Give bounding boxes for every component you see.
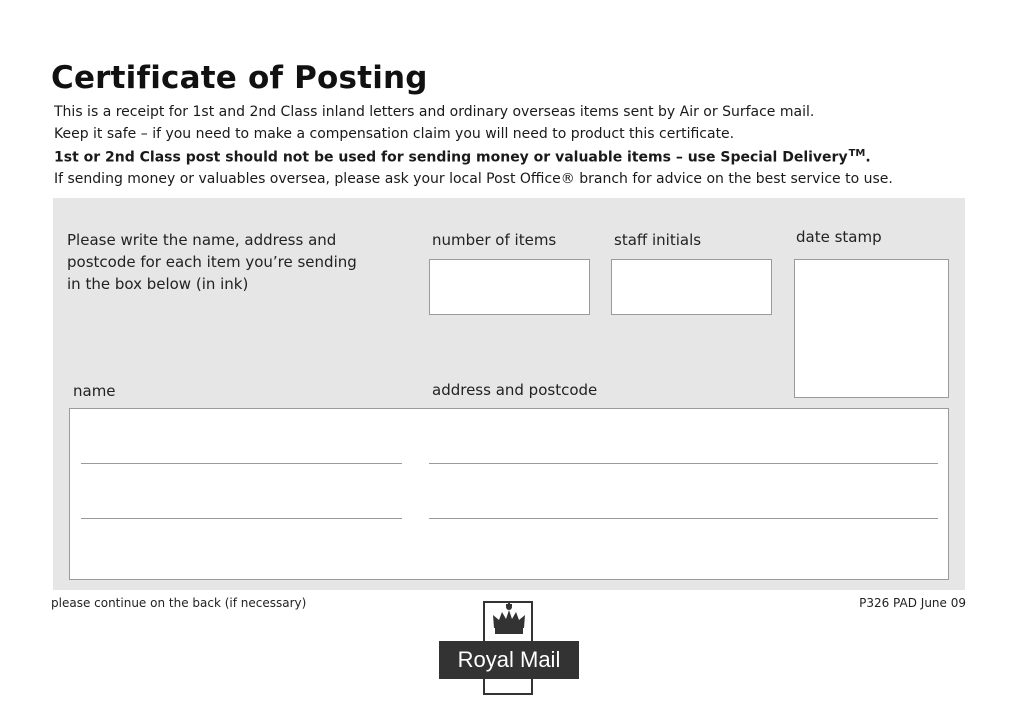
address-label: address and postcode (432, 381, 598, 399)
royal-mail-logo (438, 601, 580, 696)
recipient-entry-box[interactable] (69, 408, 949, 580)
certificate-title: Certificate of Posting (51, 60, 428, 96)
name-label: name (73, 382, 116, 400)
number-of-items-label: number of items (432, 231, 557, 249)
form-code: P326 PAD June 09 (859, 596, 966, 610)
form-instructions: Please write the name, address and postcode for each item you’re sending in the box below (in ink) (67, 231, 357, 293)
address-line-1[interactable] (429, 463, 938, 464)
warning-text: 1st or 2nd Class post should not be used for sending money or valuable items – use Special Delivery (54, 149, 848, 166)
continue-note: please continue on the back (if necessary) (51, 596, 307, 610)
trademark-mark: TM (848, 148, 866, 159)
staff-initials-label: staff initials (614, 231, 702, 249)
warning-end: . (865, 149, 871, 166)
date-stamp-field[interactable] (794, 259, 949, 398)
intro-line-1: This is a receipt for 1st and 2nd Class inland letters and ordinary overseas items sent by Air or Surface mail. (54, 104, 815, 120)
staff-initials-field[interactable] (611, 259, 772, 315)
number-of-items-field[interactable] (429, 259, 590, 315)
warning-line (54, 148, 871, 166)
logo-text: Royal Mail (457, 647, 561, 672)
intro-line-2: Keep it safe – if you need to make a compensation claim you will need to product this certificate. (54, 126, 735, 142)
name-line-2[interactable] (81, 518, 402, 519)
date-stamp-label: date stamp (796, 228, 882, 246)
name-line-1[interactable] (81, 463, 402, 464)
intro-line-3: If sending money or valuables oversea, please ask your local Post Office® branch for advice on the best service to use. (54, 171, 893, 187)
address-line-2[interactable] (429, 518, 938, 519)
